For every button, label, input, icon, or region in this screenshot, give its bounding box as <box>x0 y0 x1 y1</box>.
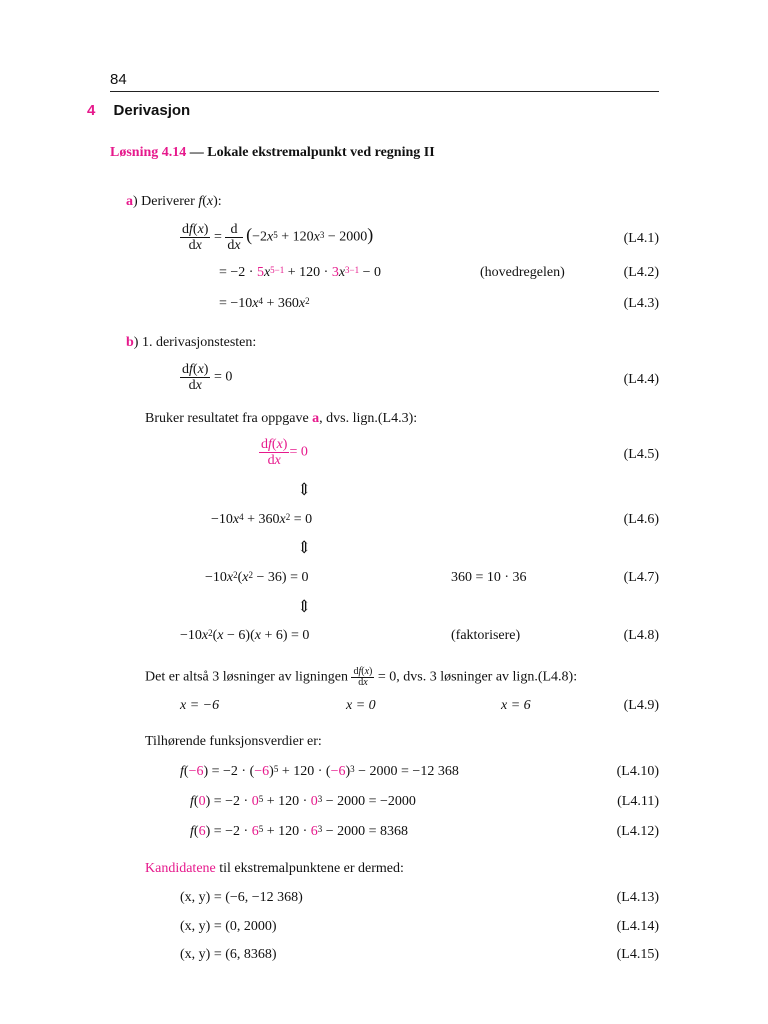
part-b-intro: b) 1. derivasjonstesten: <box>126 335 257 350</box>
eqnum-l4-1: (L4.1) <box>623 231 659 246</box>
note-faktorisere: (faktorisere) <box>451 628 521 643</box>
note-hovedregelen: (hovedregelen) <box>480 265 565 280</box>
chapter-heading <box>87 102 190 119</box>
page-number: 84 <box>110 71 127 88</box>
solutions-before: Det er altså 3 løsninger av ligningen <box>145 669 348 685</box>
eqnum-l4-3: (L4.3) <box>623 296 659 311</box>
eqnum-l4-9: (L4.9) <box>623 698 659 713</box>
use-result-before: Bruker resultatet fra oppgave <box>145 411 313 426</box>
part-b-intro-text: 1. derivasjonstesten: <box>141 335 257 350</box>
equation-l4-3: = $-10x^4 + 360x^2$ <box>219 296 310 311</box>
candidate-2: (x, y) = (0, 2000) <box>180 919 277 934</box>
eqnum-l4-5: (L4.5) <box>623 447 659 462</box>
equivalence-arrow-2: ⇕ <box>297 538 312 557</box>
equivalence-arrow-1: ⇕ <box>297 480 312 499</box>
candidates-word: Kandidatene <box>145 861 216 876</box>
eqnum-l4-14: (L4.14) <box>616 919 659 934</box>
eqnum-l4-13: (L4.13) <box>616 890 659 905</box>
solutions-line: Det er altså 3 løsninger av ligningen $\frac{df(x)}{dx}$ = 0, dvs. 3 løsninger av lign.(L4.8): <box>145 666 578 688</box>
equation-l4-5: $\frac{df(x)}{dx}$ = 0 <box>261 437 308 468</box>
part-b-letter: b <box>126 335 134 350</box>
eqnum-l4-10: (L4.10) <box>616 764 659 779</box>
candidate-3: (x, y) = (6, 8368) <box>180 947 277 962</box>
equation-l4-10: $f(-6) = -2 \cdot (-6)^5 + 120 \cdot (-6)^3 - 2000 = -12$ 368 <box>180 764 459 779</box>
candidate-1: (x, y) = (−6, −12 368) <box>180 890 303 905</box>
candidates-line <box>145 861 404 877</box>
solution-label: Løsning 4.14 <box>110 145 187 160</box>
eqnum-l4-8: (L4.8) <box>623 628 659 643</box>
candidates-rest: til ekstremalpunktene er dermed: <box>215 861 404 876</box>
x-value-3: x = 6 <box>501 698 531 713</box>
chapter-title: Derivasjon <box>113 102 191 119</box>
eqnum-l4-7: (L4.7) <box>623 570 659 585</box>
use-result-letter: a <box>312 411 320 426</box>
eqnum-l4-4: (L4.4) <box>623 372 659 387</box>
equation-l4-12: $f(6) = -2 \cdot 6^5 + 120 \cdot 6^3 - 2000 = 8368$ <box>190 824 409 839</box>
eqnum-l4-11: (L4.11) <box>617 794 659 809</box>
header-rule <box>110 91 659 92</box>
x-value-2: x = 0 <box>346 698 376 713</box>
solutions-after: = 0, dvs. 3 løsninger av lign.(L4.8): <box>377 669 578 685</box>
equation-l4-7: $-10x^2(x^2 - 36) = 0$ <box>205 570 309 585</box>
part-a-intro-text: Deriverer <box>141 194 195 209</box>
equivalence-arrow-3: ⇕ <box>297 597 312 616</box>
eqnum-l4-6: (L4.6) <box>623 512 659 527</box>
eqnum-l4-15: (L4.15) <box>616 947 659 962</box>
equation-l4-4: $\frac{df(x)}{dx}$ = 0 <box>182 362 233 393</box>
use-result-after: , dvs. lign.(L4.3): <box>319 411 418 426</box>
equation-l4-2: = $-2 \cdot 5x^{5-1} + 120 \cdot 3x^{3-1} - 0$ <box>219 265 382 280</box>
equation-l4-1: $\frac{df(x)}{dx}$ = $\frac{d}{dx}$ $(-2x^5 + 120x^3 - 2000)$ <box>182 222 374 253</box>
equation-l4-8: $-10x^2(x - 6)(x + 6) = 0$ <box>180 628 310 643</box>
solution-title: — Lokale ekstremalpunkt ved regning II <box>189 145 435 160</box>
eqnum-l4-2: (L4.2) <box>623 265 659 280</box>
eqnum-l4-12: (L4.12) <box>616 824 659 839</box>
chapter-number: 4 <box>87 102 96 119</box>
function-values-intro: Tilhørende funksjonsverdier er: <box>145 734 322 749</box>
solution-heading <box>110 145 435 161</box>
x-value-1: x = −6 <box>180 698 220 713</box>
part-a-letter: a <box>126 194 133 209</box>
equation-l4-11: $f(0) = -2 \cdot 0^5 + 120 \cdot 0^3 - 2000 = -2000$ <box>190 794 416 809</box>
note-360: 360 = 10 · 36 <box>451 570 527 585</box>
equation-l4-6: $-10x^4 + 360x^2 = 0$ <box>211 512 313 527</box>
part-a-intro: a) Deriverer f(x): <box>126 194 222 209</box>
use-result-line <box>145 411 417 427</box>
